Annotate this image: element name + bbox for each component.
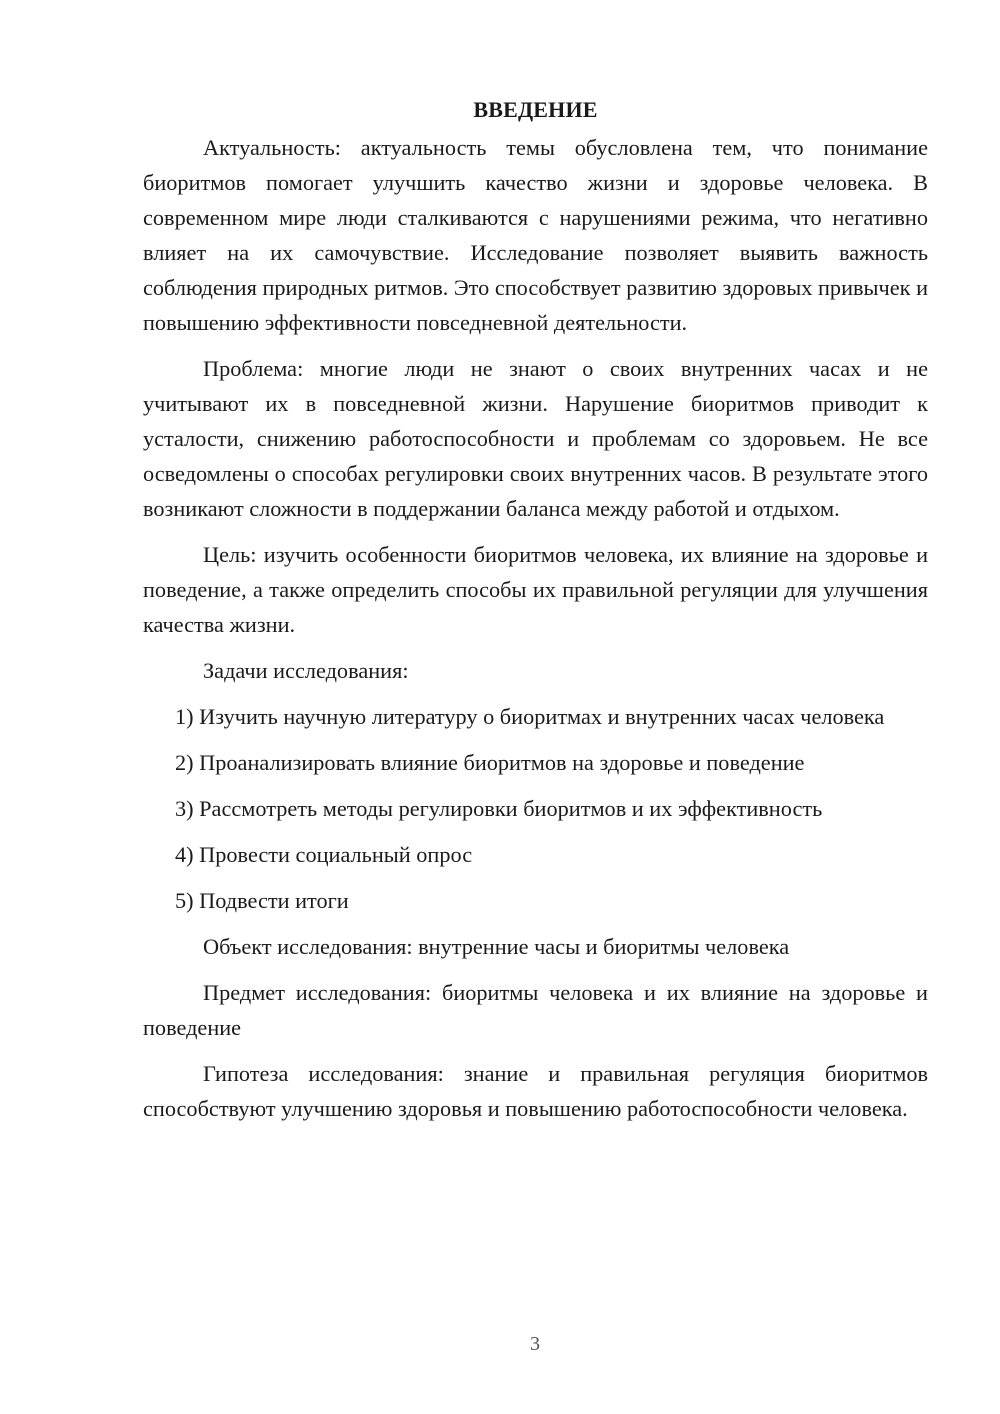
paragraph-object: Объект исследования: внутренние часы и биоритмы человека [203,934,790,959]
paragraph-hypothesis: Гипотеза исследования: знание и правильная регуляция биоритмов способствуют улучшению здоровья и повышению работоспособности человека. [143,1061,928,1121]
document-page [143,92,928,1137]
paragraph-subject: Предмет исследования: биоритмы человека и их влияние на здоровье и поведение [143,980,928,1040]
paragraph-goal: Цель: изучить особенности биоритмов человека, их влияние на здоровье и поведение, а также определить способы их правильной регуляции для улучшения качества жизни. [143,542,928,637]
tasks-heading: Задачи исследования: [203,658,409,683]
list-item: 3) Рассмотреть методы регулировки биоритмов и их эффективность [175,796,823,821]
list-item: 5) Подвести итоги [175,888,349,913]
paragraph-relevance: Актуальность: актуальность темы обусловлена тем, что понимание биоритмов помогает улучшить качество жизни и здоровье человека. В современном мире люди сталкиваются с нарушениями режима, что негативно влияет на их самочувствие. Исследование позволяет выявить важность соблюдения природных ритмов. Это способствует развитию здоровых привычек и повышению эффективности повседневной деятельности. [143,135,928,335]
list-item: 2) Проанализировать влияние биоритмов на здоровье и поведение [175,750,805,775]
page-title: ВВЕДЕНИЕ [473,97,598,122]
list-item: 1) Изучить научную литературу о биоритмах и внутренних часах человека [175,704,885,729]
list-item: 4) Провести социальный опрос [175,842,473,867]
page-number: 3 [530,1333,540,1355]
paragraph-problem: Проблема: многие люди не знают о своих внутренних часах и не учитывают их в повседневной жизни. Нарушение биоритмов приводит к усталости, снижению работоспособности и проблемам со здоровьем. Не все осведомлены о способах регулировки своих внутренних часов. В результате этого возникают сложности в поддержании баланса между работой и отдыхом. [143,356,928,521]
tasks-list [143,699,928,918]
